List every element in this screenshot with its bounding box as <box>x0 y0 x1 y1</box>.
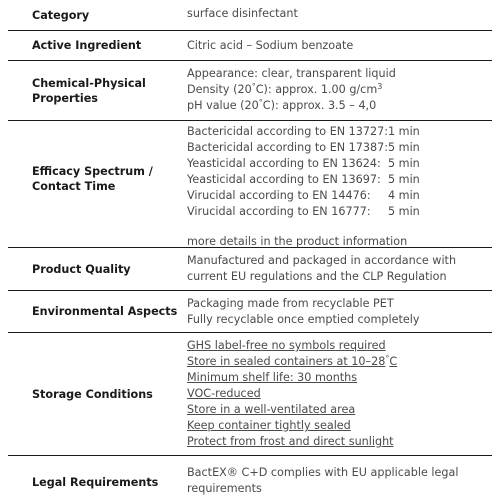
quality-line2: current EU regulations and the CLP Regulation <box>187 270 447 283</box>
row-active-ingredient <box>8 31 492 61</box>
ph-degree: ° <box>258 98 263 107</box>
legal-line1: BactEX® C+D complies with EU applicable legal <box>187 466 459 479</box>
storage-item: Minimum shelf life: 30 months <box>187 371 358 384</box>
row-category <box>8 0 492 31</box>
efficacy-contact-time: 5 min <box>388 205 420 218</box>
storage-item: GHS label-free no symbols required <box>187 339 386 352</box>
efficacy-test: Virucidal according to EN 16777: <box>187 205 371 218</box>
efficacy-item <box>187 204 492 220</box>
quality-line1: Manufactured and packaged in accordance with <box>187 254 457 267</box>
efficacy-item <box>187 124 492 140</box>
storage-item: Protect from frost and direct sunlight <box>187 435 394 448</box>
efficacy-contact-time: 1 min <box>388 125 420 138</box>
storage-temp-unit: C <box>389 355 398 368</box>
value-environmental <box>178 291 492 332</box>
active-ingredient-value-text: Citric acid – Sodium benzoate <box>187 39 354 52</box>
row-chemical-physical <box>8 61 492 121</box>
storage-item: Store in a well-ventilated area <box>187 403 356 416</box>
label-legal-text: Legal Requirements <box>32 475 159 489</box>
environment-line1: Packaging made from recyclable PET <box>187 297 394 310</box>
row-product-quality <box>8 248 492 291</box>
efficacy-contact-time: 5 min <box>388 157 420 170</box>
value-efficacy <box>178 121 492 247</box>
label-efficacy-line2: Contact Time <box>32 180 116 193</box>
efficacy-item <box>187 172 492 188</box>
efficacy-contact-time: 5 min <box>388 141 420 154</box>
value-legal <box>178 456 492 500</box>
row-efficacy <box>8 121 492 248</box>
label-efficacy-line1: Efficacy Spectrum / <box>32 165 153 178</box>
efficacy-test: Yeasticidal according to EN 13624: <box>187 157 381 170</box>
label-active-ingredient <box>8 31 178 60</box>
category-value-text: surface disinfectant <box>187 7 298 20</box>
efficacy-test: Bactericidal according to EN 17387: <box>187 141 389 154</box>
efficacy-more-details: more details in the product information <box>187 235 408 248</box>
efficacy-item <box>187 140 492 156</box>
row-storage <box>8 333 492 456</box>
value-product-quality <box>178 248 492 290</box>
density-degree: ° <box>251 82 256 91</box>
storage-temp-degree: ° <box>385 354 390 363</box>
storage-item: Keep container tightly sealed <box>187 419 351 432</box>
legal-line2: requirements <box>187 482 262 495</box>
efficacy-list <box>187 124 492 220</box>
efficacy-contact-time: 5 min <box>388 173 420 186</box>
label-active-ingredient-text: Active Ingredient <box>32 39 142 52</box>
density-superscript: 3 <box>377 82 383 91</box>
label-storage-text: Storage Conditions <box>32 387 153 401</box>
ph-post: C): approx. 3.5 – 4,0 <box>262 99 377 112</box>
label-category-text: Category <box>32 8 90 22</box>
row-environmental <box>8 291 492 333</box>
storage-temp-text: Store in sealed containers at 10–28 <box>187 355 386 368</box>
ph-pre: pH value (20 <box>187 99 259 112</box>
label-chem-line1: Chemical-Physical <box>32 76 146 90</box>
density-line <box>187 82 492 98</box>
label-efficacy <box>8 121 178 247</box>
label-environmental <box>8 291 178 332</box>
label-chem-line2: Properties <box>32 91 98 105</box>
environment-line2: Fully recyclable once emptied completely <box>187 313 420 326</box>
efficacy-test: Virucidal according to EN 14476: <box>187 189 371 202</box>
ph-line <box>187 98 492 114</box>
value-chemical-physical <box>178 61 492 120</box>
label-legal <box>8 456 178 500</box>
label-environmental-text: Environmental Aspects <box>32 305 178 318</box>
efficacy-test: Bactericidal according to EN 13727: <box>187 125 389 138</box>
value-storage <box>178 333 492 455</box>
value-category <box>178 0 492 30</box>
appearance-text: Appearance: clear, transparent liquid <box>187 67 396 80</box>
label-product-quality-text: Product Quality <box>32 262 131 276</box>
density-pre: Density (20 <box>187 83 252 96</box>
storage-item-temperature <box>187 354 492 370</box>
storage-item: VOC-reduced <box>187 387 261 400</box>
label-product-quality <box>8 248 178 290</box>
efficacy-contact-time: 4 min <box>388 189 420 202</box>
efficacy-item <box>187 156 492 172</box>
label-storage <box>8 333 178 455</box>
label-category <box>8 0 178 30</box>
value-active-ingredient <box>178 31 492 60</box>
efficacy-item <box>187 188 492 204</box>
efficacy-test: Yeasticidal according to EN 13697: <box>187 173 381 186</box>
density-post: C): approx. 1.00 g/cm <box>255 83 378 96</box>
product-spec-table <box>8 0 492 500</box>
label-chemical-physical <box>8 61 178 120</box>
row-legal <box>8 456 492 500</box>
